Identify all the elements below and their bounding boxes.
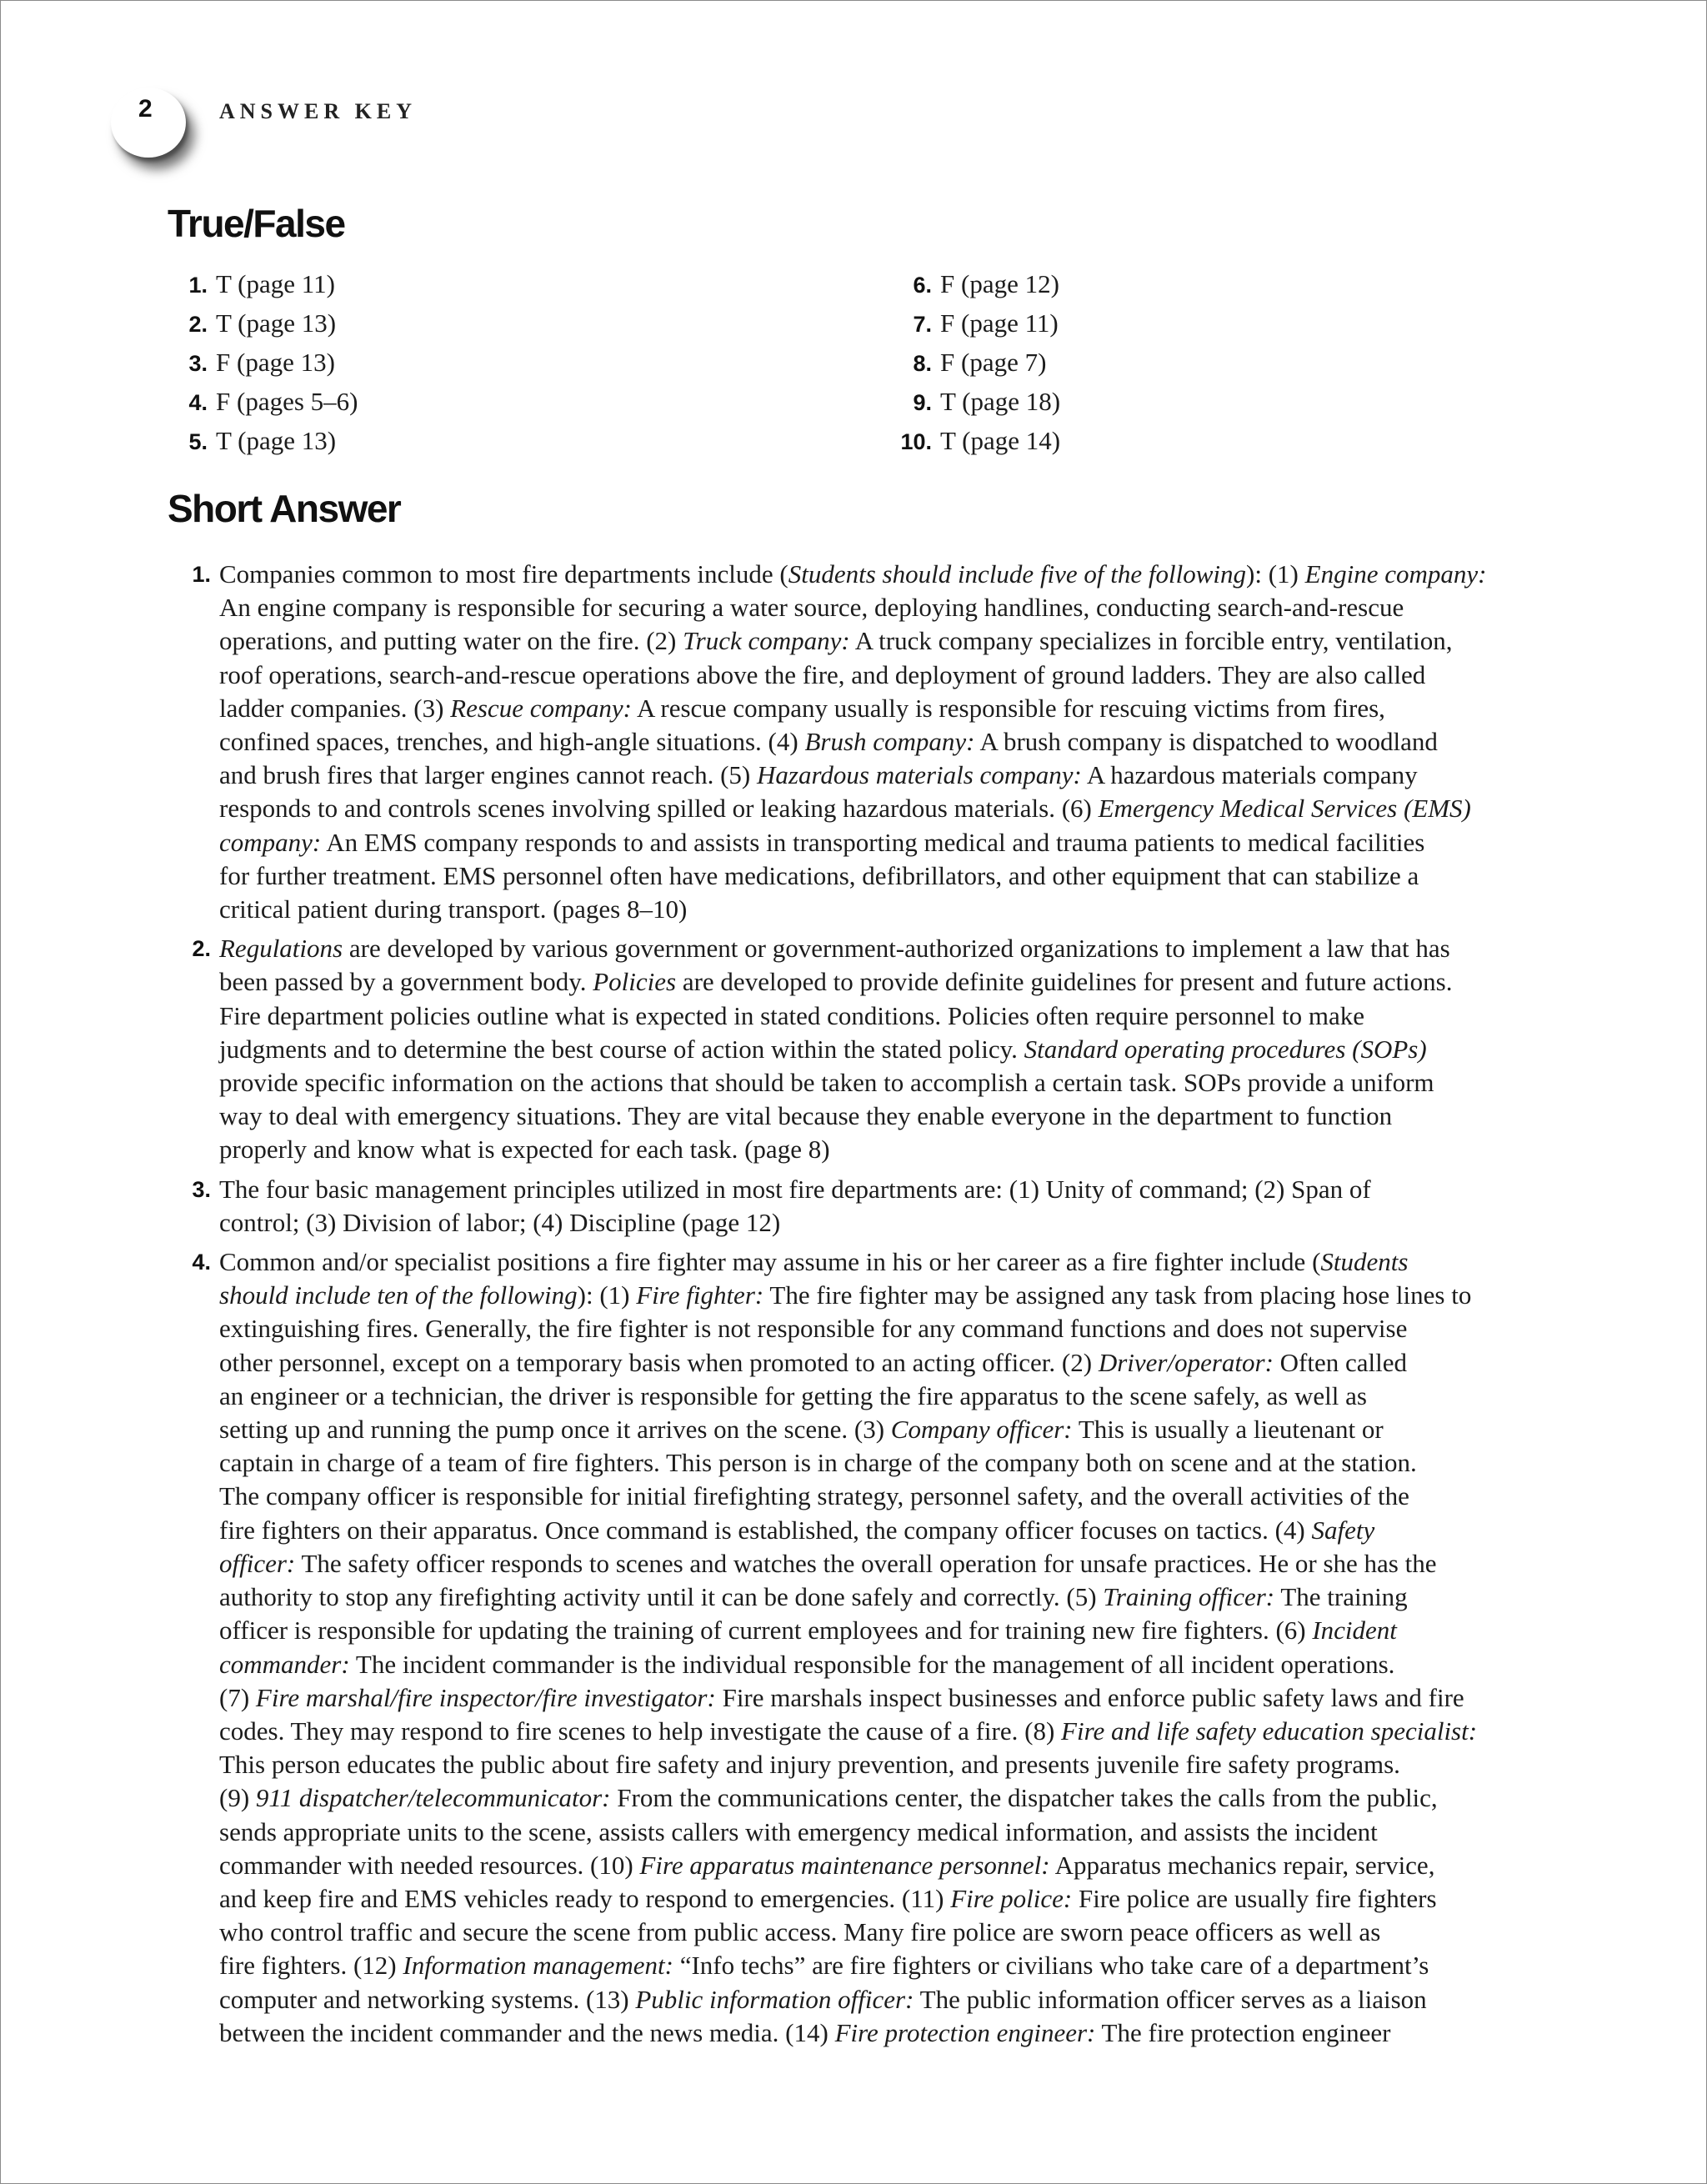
item-number: 2. (192, 936, 211, 962)
true-false-item (880, 264, 1060, 303)
italic-run: Students should include five of the following (788, 559, 1247, 589)
text-line (219, 1133, 1564, 1166)
text-run: between the incident commander and the news media. (14) (219, 2017, 835, 2047)
item-number: 2. (188, 312, 208, 337)
text-line (219, 1279, 1564, 1312)
item-answer: F (pages 5–6) (216, 387, 358, 416)
text-run: fire fighters. (12) (219, 1951, 403, 1981)
text-line (219, 859, 1564, 893)
text-line (219, 692, 1564, 725)
true-false-column-left (168, 264, 358, 460)
short-answer-item (164, 932, 1564, 1166)
true-false-item (880, 303, 1060, 343)
text-run: are developed by various government or government-authorized organizations to implement a law that has (343, 934, 1450, 964)
text-line (219, 1614, 1564, 1647)
text-run: extinguishing fires. Generally, the fire fighter is not responsible for any command functions and does not supervise (219, 1314, 1408, 1344)
text-run: way to deal with emergency situations. They are vital because they enable everyone in the department to function (219, 1101, 1393, 1131)
text-line (219, 1949, 1564, 1982)
page-number: 2 (138, 95, 153, 123)
text-run: officer is responsible for updating the training of current employees and for training new fire fighters. (6) (219, 1615, 1313, 1646)
text-run: are developed to provide definite guidelines for present and future actions. (676, 967, 1453, 997)
text-line (219, 1816, 1564, 1849)
item-answer: F (page 12) (940, 269, 1059, 298)
text-run: properly and know what is expected for each task. (page 8) (219, 1135, 830, 1165)
text-run: and brush fires that larger engines cannot reach. (5) (219, 760, 758, 790)
item-number: 6. (913, 273, 932, 298)
text-run: The public information officer serves as a liaison (914, 1984, 1427, 2014)
text-run: A hazardous materials company (1081, 760, 1418, 790)
text-line (219, 1648, 1564, 1681)
true-false-item (168, 303, 358, 343)
text-line (219, 893, 1564, 926)
text-line (219, 759, 1564, 792)
italic-run: Policies (593, 967, 677, 997)
text-line (219, 1173, 1564, 1206)
italic-run: Engine company: (1304, 559, 1487, 589)
text-line (219, 591, 1564, 624)
answer-text (219, 1173, 1564, 1240)
item-answer: T (page 18) (940, 387, 1061, 416)
text-line (219, 2016, 1564, 2050)
text-line (219, 792, 1564, 825)
text-run: Companies common to most fire departments include ( (219, 559, 788, 589)
text-run: This person educates the public about fire safety and injury prevention, and presents juvenile fire safety programs. (219, 1750, 1400, 1780)
text-line (219, 624, 1564, 658)
text-line (219, 1916, 1564, 1949)
item-answer: T (page 11) (216, 269, 335, 298)
text-run: been passed by a government body. (219, 967, 593, 997)
text-line (219, 1781, 1564, 1815)
text-line (219, 725, 1564, 759)
text-line (219, 1580, 1564, 1614)
italic-run: Brush company: (804, 727, 975, 757)
short-answer-item (164, 558, 1564, 926)
item-number: 1. (188, 273, 208, 298)
short-answer-item (164, 1173, 1564, 1240)
text-run: confined spaces, trenches, and high-angle situations. (4) (219, 727, 805, 757)
text-line (219, 1480, 1564, 1513)
italic-run: 911 dispatcher/telecommunicator: (255, 1783, 611, 1813)
answer-text (219, 932, 1564, 1166)
text-run: codes. They may respond to fire scenes to help investigate the cause of a fire. (8) (219, 1716, 1062, 1746)
text-run: An EMS company responds to and assists in transporting medical and trauma patients to medical facilities (321, 827, 1425, 857)
item-number: 10. (900, 429, 932, 454)
short-answer-list (164, 558, 1564, 2056)
text-line (219, 1849, 1564, 1882)
text-line (219, 1446, 1564, 1480)
text-run: The incident commander is the individual responsible for the management of all incident operations. (349, 1649, 1395, 1679)
answer-text (219, 1245, 1564, 2050)
text-line (219, 826, 1564, 859)
text-line (219, 1547, 1564, 1580)
italic-run: Fire fighter: (636, 1280, 764, 1310)
text-run: Fire department policies outline what is expected in stated conditions. Policies often require personnel to make (219, 1000, 1364, 1030)
italic-run: Training officer: (1103, 1582, 1275, 1612)
text-line (219, 1748, 1564, 1781)
item-number: 9. (913, 390, 932, 415)
italic-run: Rescue company: (450, 693, 632, 723)
text-run: The training (1274, 1582, 1408, 1612)
text-run: captain in charge of a team of fire fighters. This person is in charge of the company both on scene and at the station. (219, 1448, 1417, 1478)
text-run: (9) (219, 1783, 256, 1813)
italic-run: Hazardous materials company: (757, 760, 1082, 790)
text-run: an engineer or a technician, the driver is responsible for getting the fire apparatus to the scene safely, as well as (219, 1380, 1367, 1410)
text-run: “Info techs” are fire fighters or civilians who take care of a department’s (673, 1951, 1429, 1981)
italic-run: Truck company: (683, 626, 850, 656)
italic-run: Fire marshal/fire inspector/fire investigator: (255, 1682, 716, 1712)
text-run: commander with needed resources. (10) (219, 1850, 640, 1880)
text-run: The fire protection engineer (1095, 2017, 1391, 2047)
text-run: A brush company is dispatched to woodland (974, 727, 1438, 757)
text-line (219, 965, 1564, 999)
text-line (219, 1245, 1564, 1279)
item-number: 3. (192, 1176, 211, 1202)
text-line (219, 1100, 1564, 1133)
text-line (219, 1983, 1564, 2016)
running-head: ANSWER KEY (219, 99, 417, 123)
text-run: control; (3) Division of labor; (4) Discipline (page 12) (219, 1207, 781, 1237)
true-false-item (880, 421, 1060, 460)
text-run: (7) (219, 1682, 256, 1712)
text-line (219, 1715, 1564, 1748)
italic-run: Standard operating procedures (SOPs) (1024, 1034, 1427, 1064)
italic-run: commander: (219, 1649, 350, 1679)
text-run: The company officer is responsible for initial firefighting strategy, personnel safety, and the overall activities of the (219, 1481, 1409, 1511)
text-line (219, 1346, 1564, 1380)
italic-run: Fire apparatus maintenance personnel: (639, 1850, 1050, 1880)
short-answer-heading: Short Answer (168, 487, 401, 530)
text-run: who control traffic and secure the scene from public access. Many fire police are sworn peace officers as well as (219, 1917, 1381, 1947)
text-run: ladder companies. (3) (219, 693, 451, 723)
text-line (219, 1882, 1564, 1916)
text-run: An engine company is responsible for securing a water source, deploying handlines, conducting search-and-rescue (219, 593, 1404, 623)
text-run: Fire police are usually fire fighters (1072, 1883, 1437, 1913)
text-run: The four basic management principles utilized in most fire departments are: (1) Unity of command; (2) Span of (219, 1174, 1371, 1204)
item-number: 8. (913, 351, 932, 376)
true-false-item (880, 343, 1060, 382)
text-run: The safety officer responds to scenes and watches the overall operation for unsafe practices. He or she has the (295, 1548, 1437, 1578)
text-run: for further treatment. EMS personnel often have medications, defibrillators, and other equipment that can stabilize a (219, 860, 1419, 890)
italic-run: Regulations (219, 934, 343, 964)
text-line (219, 1413, 1564, 1446)
item-answer: T (page 13) (216, 308, 337, 338)
italic-run: company: (219, 827, 322, 857)
text-run: roof operations, search-and-rescue operations above the fire, and deployment of ground ladders. They are also called (219, 659, 1426, 689)
text-run: Apparatus mechanics repair, service, (1049, 1850, 1435, 1880)
item-answer: T (page 14) (940, 426, 1061, 455)
text-run: judgments and to determine the best course of action within the stated policy. (219, 1034, 1024, 1064)
item-number: 5. (188, 429, 208, 454)
true-false-item (168, 264, 358, 303)
text-line (219, 659, 1564, 692)
short-answer-item (164, 1245, 1564, 2050)
true-false-item (168, 421, 358, 460)
text-line (219, 558, 1564, 591)
text-run: Fire marshals inspect businesses and enforce public safety laws and fire (715, 1682, 1464, 1712)
item-number: 4. (192, 1250, 211, 1275)
text-run: ): (1) (577, 1280, 637, 1310)
italic-run: Safety (1311, 1515, 1375, 1545)
true-false-item (168, 343, 358, 382)
text-run: Often called (1273, 1347, 1407, 1377)
text-line (219, 932, 1564, 965)
text-line (219, 1681, 1564, 1715)
item-number: 3. (188, 351, 208, 376)
italic-run: Emergency Medical Services (EMS) (1098, 794, 1471, 824)
text-run: The fire fighter may be assigned any task from placing hose lines to (763, 1280, 1472, 1310)
text-run: other personnel, except on a temporary basis when promoted to an acting officer. (2) (219, 1347, 1099, 1377)
item-answer: F (page 7) (940, 348, 1047, 377)
italic-run: should include ten of the following (219, 1280, 578, 1310)
true-false-item (880, 382, 1060, 421)
item-number: 1. (192, 562, 211, 587)
text-run: A rescue company usually is responsible for rescuing victims from fires, (631, 693, 1385, 723)
italic-run: Incident (1312, 1615, 1397, 1646)
text-run: critical patient during transport. (pages 8–10) (219, 894, 688, 924)
item-answer: F (page 11) (940, 308, 1059, 338)
text-run: operations, and putting water on the fire. (2) (219, 626, 683, 656)
text-run: ): (1) (1246, 559, 1305, 589)
italic-run: Company officer: (890, 1415, 1073, 1445)
italic-run: officer: (219, 1548, 296, 1578)
italic-run: Fire police: (950, 1883, 1073, 1913)
text-line (219, 1514, 1564, 1547)
text-run: fire fighters on their apparatus. Once command is established, the company officer focuses on tactics. (4) (219, 1515, 1312, 1545)
text-line (219, 1312, 1564, 1345)
text-line (219, 1380, 1564, 1413)
item-answer: F (page 13) (216, 348, 335, 377)
item-number: 4. (188, 390, 208, 415)
true-false-column-right (880, 264, 1060, 460)
italic-run: Fire protection engineer: (834, 2017, 1096, 2047)
text-run: sends appropriate units to the scene, assists callers with emergency medical information, and assists the incident (219, 1816, 1378, 1846)
true-false-item (168, 382, 358, 421)
text-line (219, 1206, 1564, 1240)
text-line (219, 1033, 1564, 1066)
italic-run: Public information officer: (635, 1984, 914, 2014)
italic-run: Driver/operator: (1098, 1347, 1274, 1377)
text-line (219, 1066, 1564, 1100)
text-run: Common and/or specialist positions a fire fighter may assume in his or her career as a fire fighter include ( (219, 1247, 1321, 1277)
italic-run: Students (1320, 1247, 1409, 1277)
text-run: provide specific information on the actions that should be taken to accomplish a certain task. SOPs provide a uniform (219, 1068, 1434, 1098)
text-line (219, 999, 1564, 1033)
text-run: From the communications center, the dispatcher takes the calls from the public, (610, 1783, 1438, 1813)
italic-run: Information management: (403, 1951, 673, 1981)
text-run: computer and networking systems. (13) (219, 1984, 636, 2014)
item-answer: T (page 13) (216, 426, 337, 455)
text-run: responds to and controls scenes involving spilled or leaking hazardous materials. (6) (219, 794, 1099, 824)
text-run: setting up and running the pump once it arrives on the scene. (3) (219, 1415, 891, 1445)
text-run: This is usually a lieutenant or (1072, 1415, 1384, 1445)
true-false-heading: True/False (168, 202, 345, 245)
item-number: 7. (913, 312, 932, 337)
answer-text (219, 558, 1564, 926)
italic-run: Fire and life safety education specialist: (1061, 1716, 1478, 1746)
text-run: and keep fire and EMS vehicles ready to respond to emergencies. (11) (219, 1883, 951, 1913)
text-run: authority to stop any firefighting activity until it can be done safely and correctly. (5) (219, 1582, 1104, 1612)
text-run: A truck company specializes in forcible entry, ventilation, (849, 626, 1453, 656)
